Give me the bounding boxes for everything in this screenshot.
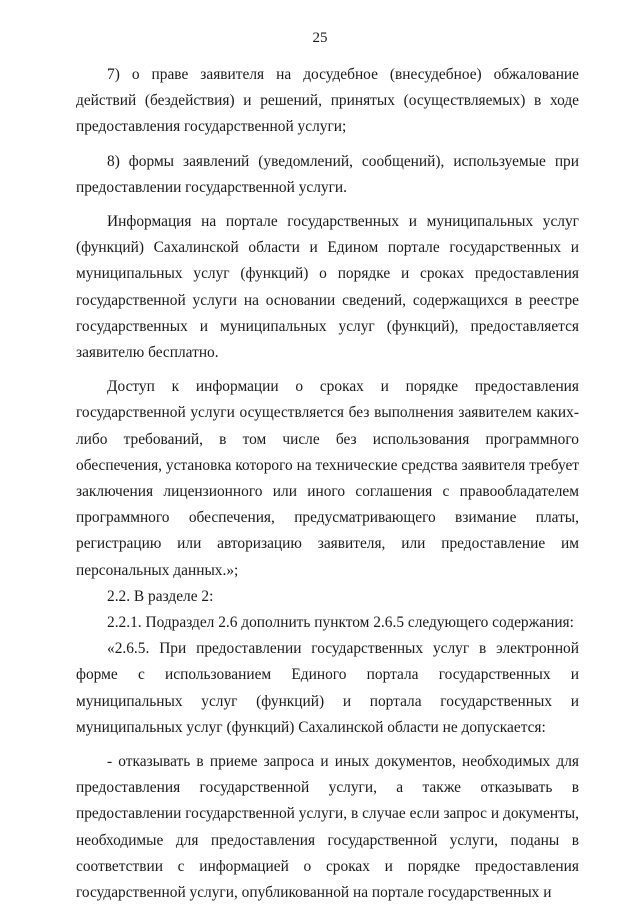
paragraph-refusal-item: - отказывать в приеме запроса и иных документов, необходимых для предоставления государственной услуги, а также отказывать в предоставлении государственной услуги, в случае если запрос и документы, необходимые для предоставления государственной услуги, поданы в соответствии с информацией о сроках и порядке предоставления государственной услуги, опубликованной на портале государственных и xyxy=(76,753,579,902)
paragraph-section-2-2-1: 2.2.1. Подраздел 2.6 дополнить пунктом 2.6.5 следующего содержания: xyxy=(107,614,574,632)
paragraph-clause-2-6-5: «2.6.5. При предоставлении государственных услуг в электронной форме с использованием Единого портала государственных и муниципальных услуг (функций) и портала государственных и муниципальных услуг (функций) Сахалинской области не допускается: xyxy=(76,640,579,736)
page-number: 25 xyxy=(312,30,328,46)
document-body xyxy=(76,62,579,906)
paragraph-item-8: 8) формы заявлений (уведомлений, сообщений), используемые при предоставлении государственной услуги. xyxy=(76,152,579,196)
paragraph-access-info: Доступ к информации о сроках и порядке предоставления государственной услуги осуществляется без выполнения заявителем каких-либо требований, в том числе без использования программного обеспечения, установка которого на технические средства заявителя требует заключения лицензионного или иного соглашения с правообладателем программного обеспечения, предусматривающего взимание платы, регистрацию или авторизацию заявителя, или предоставление им персональных данных.»; xyxy=(76,378,579,579)
paragraph-portal-info: Информация на портале государственных и муниципальных услуг (функций) Сахалинской области и Едином портале государственных и муниципальных услуг (функций) о порядке и сроках предоставления государственной услуги на основании сведений, содержащихся в реестре государственных и муниципальных услуг (функций), предоставляется заявителю бесплатно. xyxy=(76,213,579,362)
paragraph-section-2-2: 2.2. В разделе 2: xyxy=(107,587,214,605)
paragraph-item-7: 7) о праве заявителя на досудебное (внесудебное) обжалование действий (бездействия) и решений, принятых (осуществляемых) в ходе предоставления государственной услуги; xyxy=(76,66,579,136)
